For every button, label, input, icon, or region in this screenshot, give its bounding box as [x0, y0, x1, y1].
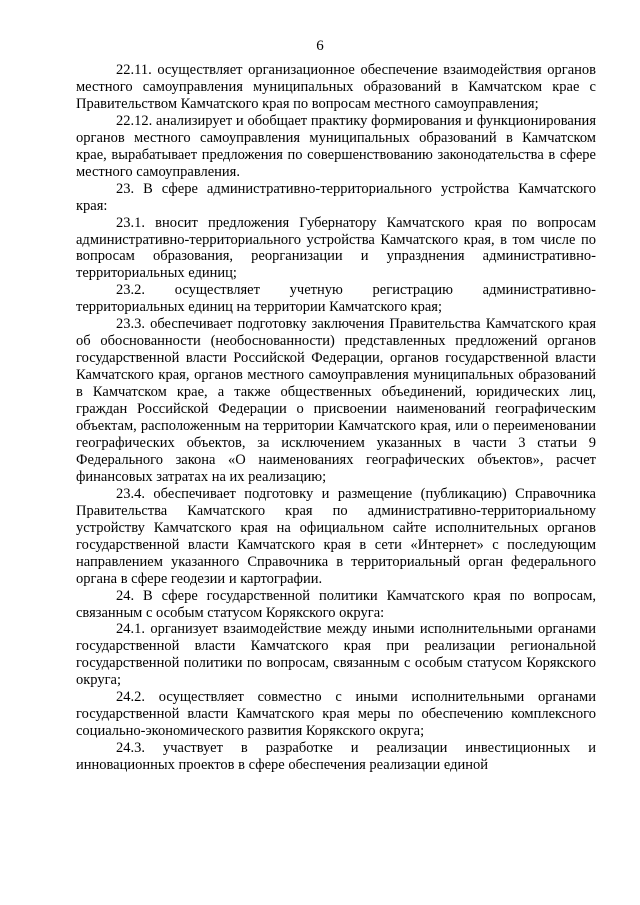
page-number: 6 [316, 38, 324, 54]
paragraph-23-4: 23.4. обеспечивает подготовку и размещение (публикацию) Справочника Правительства Камчатского края по административно-территориальному устройству Камчатского края на официальном сайте исполнительных органов государственной власти Камчатского края в сети «Интернет» с последующим направлением указанного Справочника в территориальный орган федерального органа в сфере геодезии и картографии. [76, 485, 596, 587]
paragraph-23-3: 23.3. обеспечивает подготовку заключения Правительства Камчатского края об обоснованности (необоснованности) представленных предложений органов государственной власти Российской Федерации, органов государственной власти Камчатского края, органов местного самоуправления муниципальных образований в Камчатском крае, а также общественных объединений, юридических лиц, граждан Российской Федерации о присвоении наименований географическим объектам, расположенным на территории Камчатского края, или о переименовании географических объектов, за исключением указанных в части 3 статьи 9 Федерального закона «О наименованиях географических объектов», расчет финансовых затратах на их реализацию; [76, 316, 596, 485]
paragraph-24: 24. В сфере государственной политики Камчатского края по вопросам, связанным с особым статусом Корякского округа: [76, 587, 596, 621]
paragraph-22-11: 22.11. осуществляет организационное обеспечение взаимодействия органов местного самоуправления муниципальных образований в Камчатском крае с Правительством Камчатского края по вопросам местного самоуправления; [76, 62, 596, 112]
paragraph-24-2: 24.2. осуществляет совместно с иными исполнительными органами государственной власти Камчатского края меры по обеспечению комплексного социально-экономического развития Корякского округа; [76, 689, 596, 740]
paragraph-23-2: 23.2. осуществляет учетную регистрацию административно-территориальных единиц на территории Камчатского края; [76, 282, 596, 316]
paragraph-23: 23. В сфере административно-территориального устройства Камчатского края: [76, 180, 596, 214]
paragraph-23-1: 23.1. вносит предложения Губернатору Камчатского края по вопросам административно-территориального устройства Камчатского края, в том числе по вопросам образования, реорганизации и упразднения административно-территориальных единиц; [76, 214, 596, 282]
paragraph-24-3: 24.3. участвует в разработке и реализации инвестиционных и инновационных проектов в сфере обеспечения реализации единой [76, 740, 596, 774]
paragraph-22-12: 22.12. анализирует и обобщает практику формирования и функционирования органов местного самоуправления муниципальных образований в Камчатском крае, вырабатывает предложения по совершенствованию законодательства в сфере местного самоуправления. [76, 112, 596, 180]
paragraph-24-1: 24.1. организует взаимодействие между иными исполнительными органами государственной власти Камчатского края при реализации региональной государственной политики по вопросам, связанным с особым статусом Корякского округа; [76, 621, 596, 689]
document-body [76, 62, 596, 774]
